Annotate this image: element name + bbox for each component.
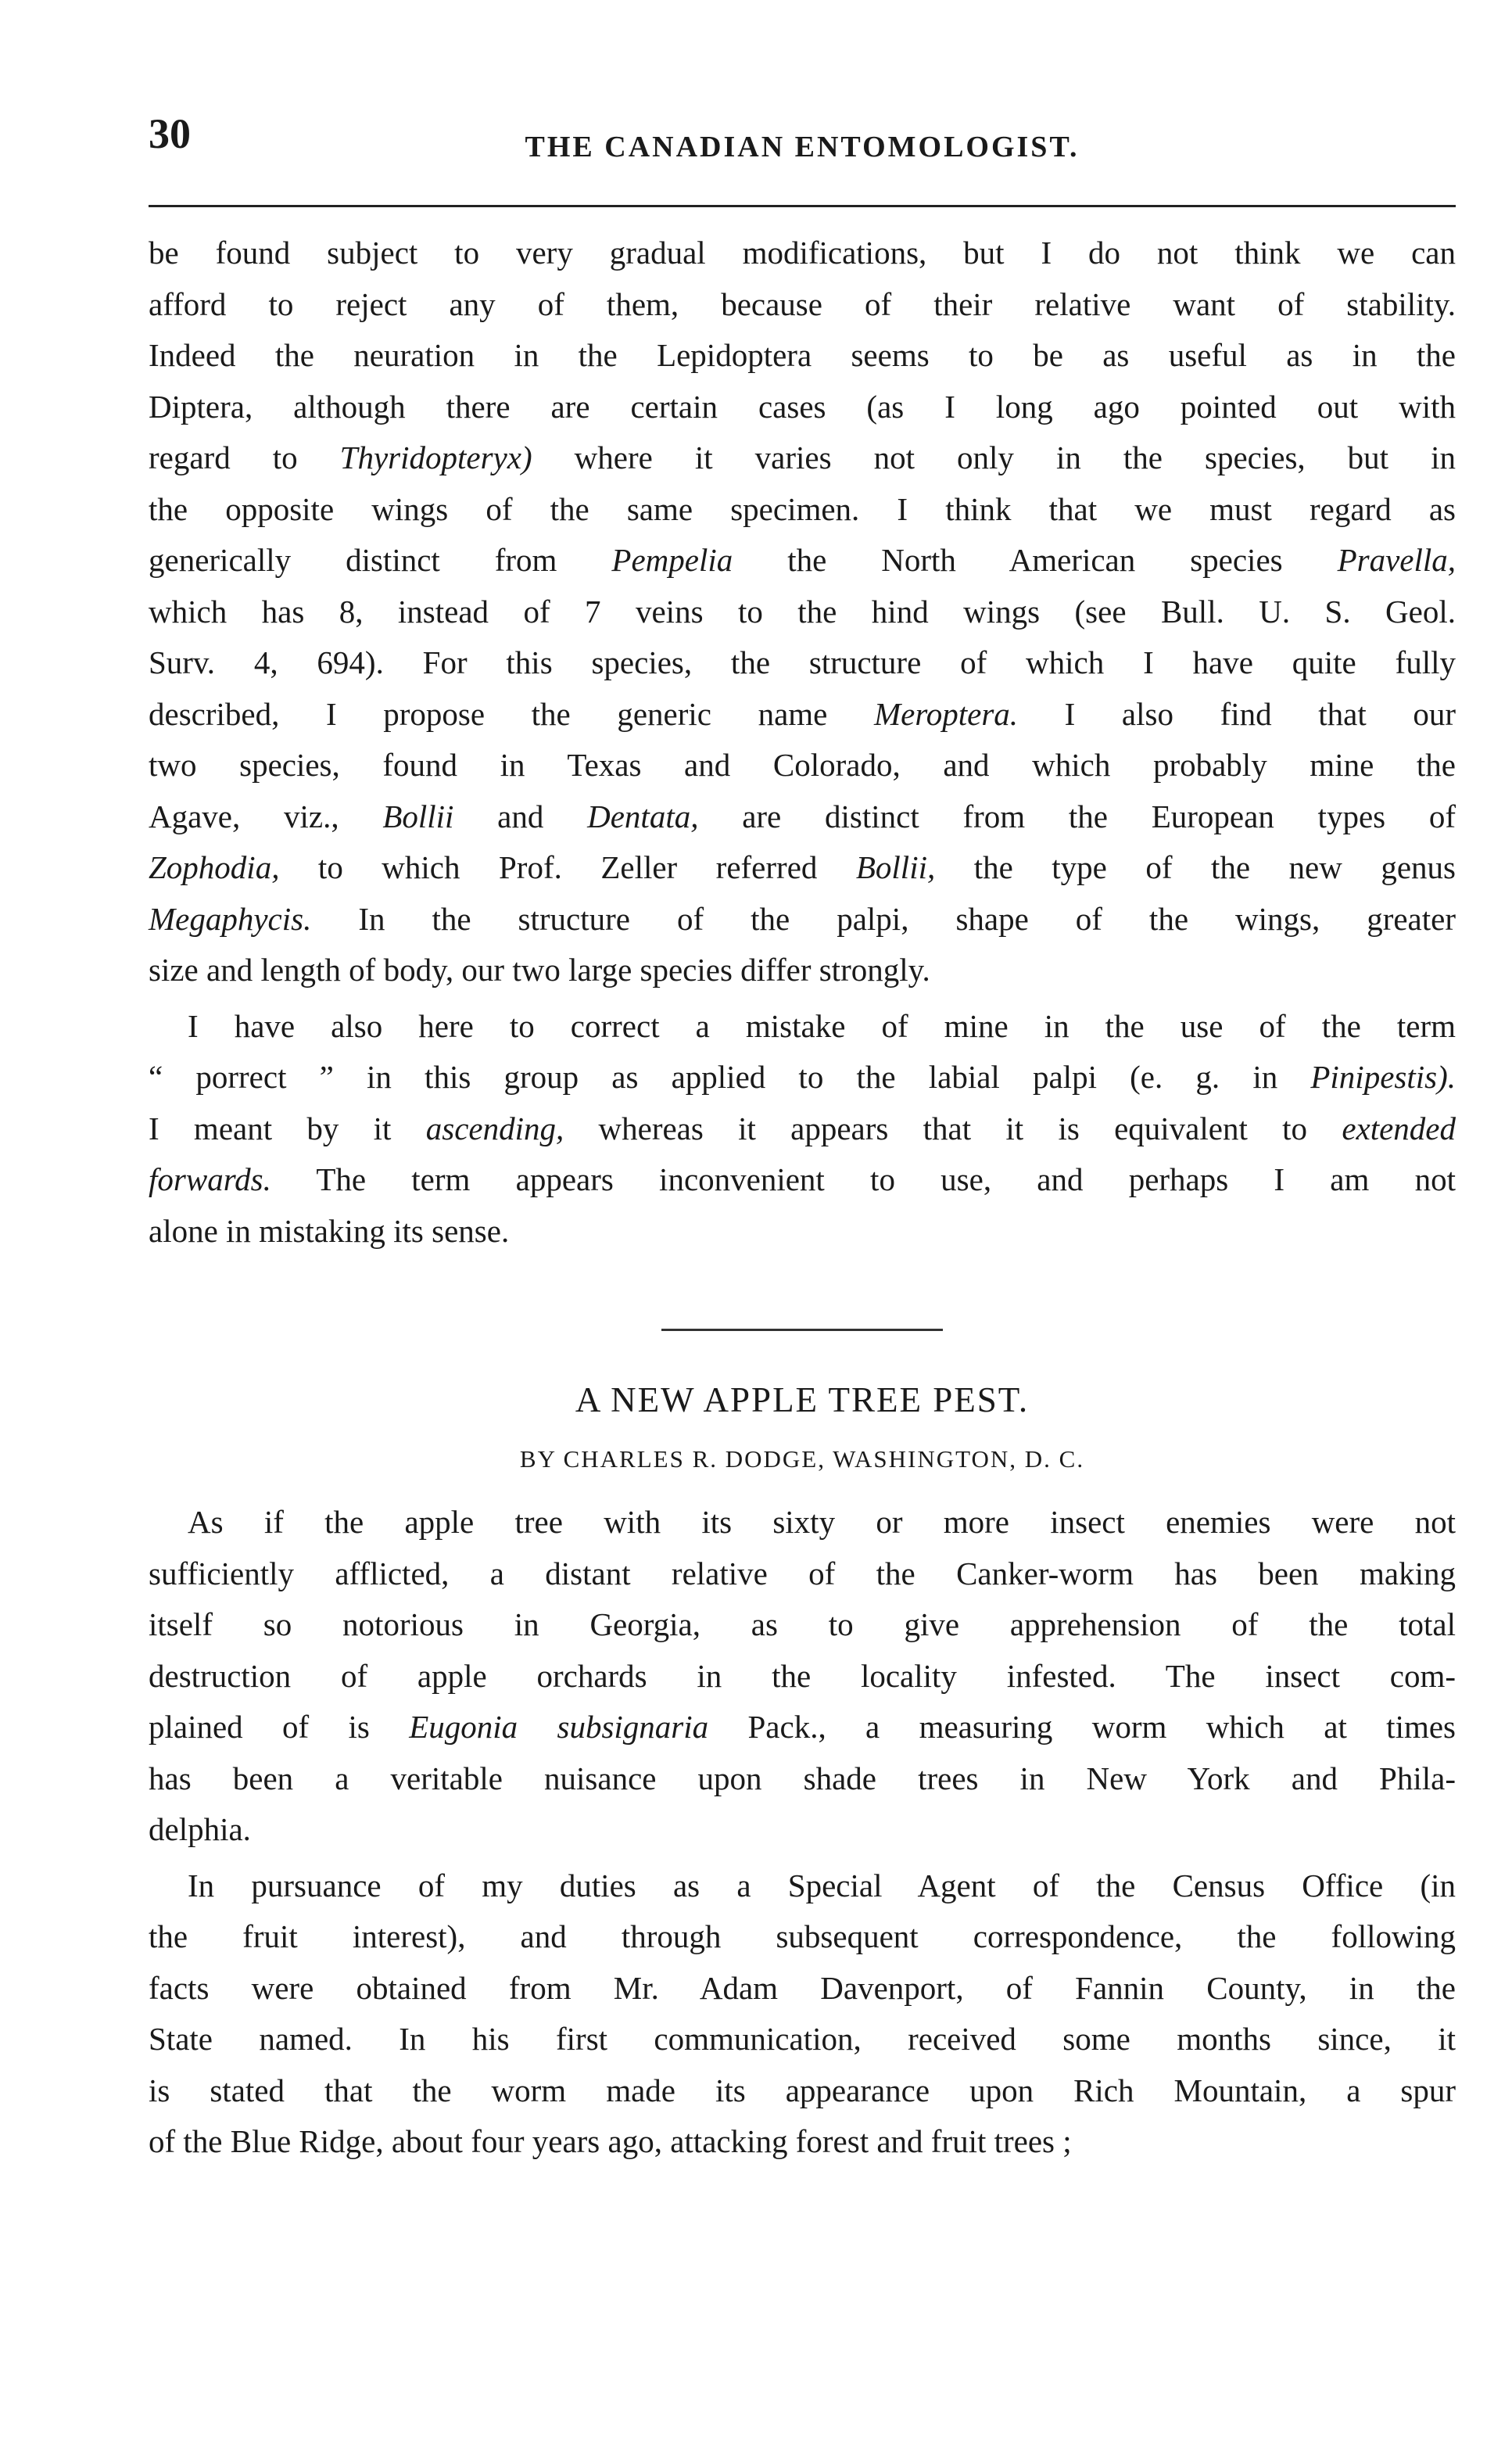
text-line [149, 1001, 1456, 1053]
text-line [149, 689, 1456, 741]
italic-term: Thyridopteryx) [339, 440, 532, 475]
text-span: to which Prof. Zeller referred [279, 849, 856, 885]
text-span: the opposite wings of the same specimen. I think that we must regard as [149, 490, 1456, 527]
italic-term: Meroptera. [873, 695, 1019, 732]
text-span: alone in mistaking its sense. [149, 1212, 510, 1249]
text-line [149, 1103, 1456, 1155]
paragraph-3 [149, 1497, 1456, 1856]
text-span: The term appears inconvenient to use, and perhaps I am not [271, 1161, 1456, 1197]
text-line [149, 791, 1456, 843]
text-line [149, 1860, 1456, 1912]
italic-term: Bollii [382, 798, 454, 834]
section-divider [661, 1329, 943, 1331]
article-byline: BY CHARLES R. DODGE, WASHINGTON, D. C. [519, 1445, 1085, 1473]
text-line [149, 1963, 1456, 2015]
paragraph-4 [149, 1860, 1456, 2168]
text-span: the North American species [733, 542, 1338, 578]
text-line [149, 1651, 1456, 1702]
text-span: the type of the new genus [935, 849, 1456, 885]
text-line [149, 2116, 1456, 2168]
text-line [149, 279, 1456, 331]
text-span: are distinct from the European types of [698, 798, 1456, 834]
text-span: generically distinct from [149, 542, 612, 578]
text-span: regard to [149, 440, 340, 475]
text-line [149, 382, 1456, 433]
italic-term: Bollii, [855, 849, 936, 885]
header-rule [149, 205, 1456, 207]
text-span: two species, found in Texas and Colorado, and which probably mine the [149, 747, 1456, 783]
text-span: Surv. 4, 694). For this species, the structure of which I have quite fully [149, 644, 1456, 680]
page-header [149, 109, 1456, 188]
text-line [149, 1753, 1456, 1805]
text-span: Agave, viz., [149, 798, 383, 834]
running-head: THE CANADIAN ENTOMOLOGIST. [525, 131, 1080, 163]
text-line [149, 1911, 1456, 1963]
text-line [149, 587, 1456, 638]
text-span: size and length of body, our two large species differ strongly. [149, 952, 930, 988]
text-span: be found subject to very gradual modifications, but I do not think we can [149, 235, 1456, 271]
text-span: afford to reject any of them, because of their relative want of stability. [149, 285, 1456, 322]
text-line [149, 484, 1456, 536]
text-line [149, 1548, 1456, 1600]
text-span: In the structure of the palpi, shape of the wings, greater [311, 900, 1456, 937]
text-span: I meant by it [149, 1110, 426, 1146]
text-span: In pursuance of my duties as a Special Agent of the Census Office (in [188, 1867, 1456, 1903]
text-span: of the Blue Ridge, about four years ago, attacking forest and fruit trees ; [149, 2123, 1072, 2159]
text-span: I have also here to correct a mistake of mine in the use of the term [188, 1007, 1456, 1044]
text-line [149, 1599, 1456, 1651]
text-line [149, 894, 1456, 945]
italic-term: forwards. [149, 1161, 271, 1197]
text-line [149, 637, 1456, 689]
text-span: Diptera, although there are certain cases (as I long ago pointed out with [149, 388, 1456, 425]
text-line [149, 1052, 1456, 1103]
italic-term: ascending, [425, 1110, 564, 1146]
text-span: destruction of apple orchards in the locality infested. The insect com- [149, 1657, 1456, 1694]
text-line [149, 535, 1456, 587]
italic-term: Pempelia [611, 542, 733, 578]
paragraph-2 [149, 1001, 1456, 1258]
italic-term: Dentata, [587, 798, 699, 834]
text-line [149, 2014, 1456, 2065]
header-rule-line [149, 205, 1456, 207]
text-span: I also find that our [1018, 695, 1456, 732]
text-span: has been a veritable nuisance upon shade trees in New York and Phila- [149, 1760, 1456, 1796]
text-span: “ porrect ” in this group as applied to the labial palpi (e. g. in [149, 1059, 1311, 1095]
text-line [149, 432, 1456, 484]
italic-term: Zophodia, [149, 849, 280, 885]
text-span: Pack., a measuring worm which at times [708, 1709, 1456, 1745]
text-line [149, 330, 1456, 382]
paragraph-1 [149, 228, 1456, 996]
text-line [149, 228, 1456, 279]
text-span: whereas it appears that it is equivalent to [564, 1110, 1342, 1146]
text-line [149, 1154, 1456, 1206]
text-span: and [453, 798, 588, 834]
text-span: is stated that the worm made its appearance upon Rich Mountain, a spur [149, 2072, 1456, 2108]
text-line [149, 1804, 1456, 1856]
article-title: A NEW APPLE TREE PEST. [575, 1380, 1030, 1419]
text-span: itself so notorious in Georgia, as to give apprehension of the total [149, 1606, 1456, 1642]
text-span: the fruit interest), and through subsequent correspondence, the following [149, 1918, 1456, 1954]
text-line [149, 1702, 1456, 1753]
text-span: which has 8, instead of 7 veins to the hind wings (see Bull. U. S. Geol. [149, 593, 1456, 630]
italic-term: Pinipestis). [1310, 1059, 1456, 1095]
italic-term: Eugonia subsignaria [409, 1709, 709, 1745]
text-span: facts were obtained from Mr. Adam Davenport, of Fannin County, in the [149, 1969, 1456, 2006]
text-span: State named. In his first communication, received some months since, it [149, 2021, 1456, 2057]
text-span: described, I propose the generic name [149, 695, 874, 732]
text-line [149, 740, 1456, 791]
page-number: 30 [149, 110, 191, 157]
text-line [149, 945, 1456, 996]
text-line [149, 1497, 1456, 1548]
text-span: As if the apple tree with its sixty or more insect enemies were not [188, 1504, 1456, 1540]
italic-term: extended [1342, 1110, 1456, 1146]
text-span: Indeed the neuration in the Lepidoptera seems to be as useful as in the [149, 337, 1456, 373]
text-span: where it varies not only in the species, but in [532, 440, 1456, 475]
italic-term: Pravella, [1337, 542, 1456, 578]
text-span: sufficiently afflicted, a distant relative of the Canker-worm has been making [149, 1555, 1456, 1591]
text-span: plained of is [149, 1709, 410, 1745]
text-line [149, 842, 1456, 894]
italic-term: Megaphycis. [149, 900, 312, 937]
text-span: delphia. [149, 1811, 251, 1847]
page [149, 109, 1456, 2168]
text-line [149, 1206, 1456, 1258]
text-line [149, 2065, 1456, 2117]
